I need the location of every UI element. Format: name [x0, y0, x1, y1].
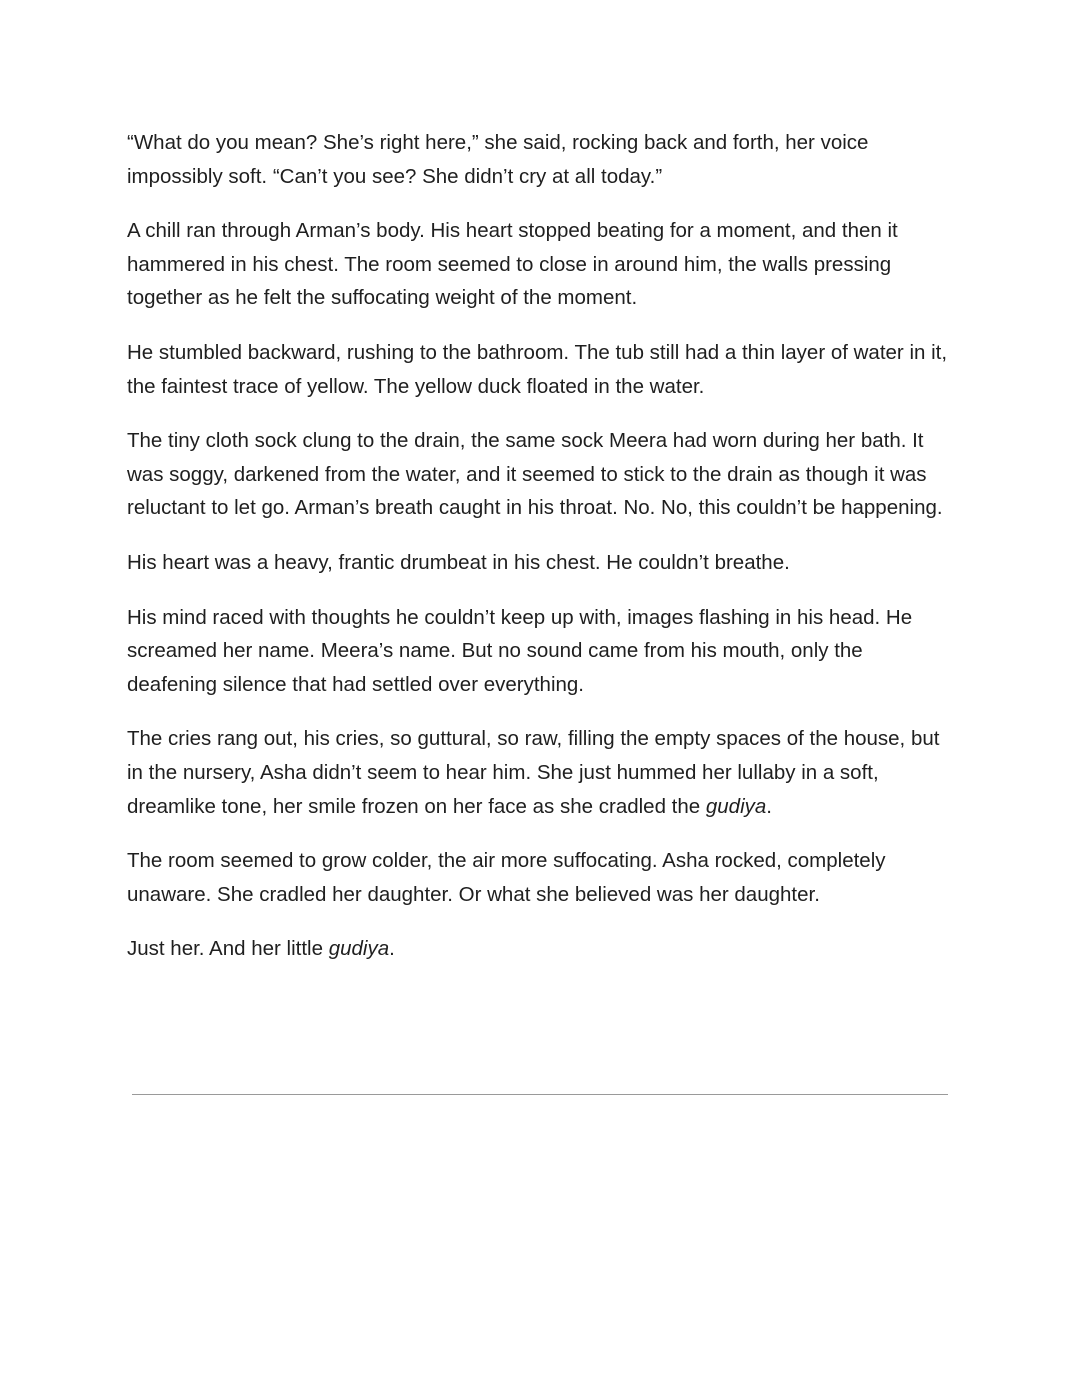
paragraph: Just her. And her little gudiya.: [127, 937, 395, 961]
paragraph: The tiny cloth sock clung to the drain, the same sock Meera had worn during her bath. It was soggy, darkened from the water, and it seemed to stick to the drain as though it was reluctant to let go. Arman’s breath caught in his throat. No. No, this couldn’t be happening.: [127, 429, 943, 520]
italic-word: gudiya: [705, 794, 767, 818]
paragraph: “What do you mean? She’s right here,” she said, rocking back and forth, her voice impossibly soft. “Can’t you see? She didn’t cry at all today.”: [127, 131, 869, 188]
paragraph: His mind raced with thoughts he couldn’t keep up with, images flashing in his head. He screamed her name. Meera’s name. But no sound came from his mouth, only the deafening silence that had settled over everything.: [127, 605, 913, 696]
section-divider: [132, 1094, 948, 1095]
paragraph: He stumbled backward, rushing to the bathroom. The tub still had a thin layer of water in it, the faintest trace of yellow. The yellow duck floated in the water.: [127, 340, 948, 398]
paragraph: The room seemed to grow colder, the air more suffocating. Asha rocked, completely unaware. She cradled her daughter. Or what she believed was her daughter.: [127, 849, 886, 906]
paragraph: The cries rang out, his cries, so guttural, so raw, filling the empty spaces of the house, but in the nursery, Asha didn’t seem to hear him. She just hummed her lullaby in a soft, dreamlike tone, her smile frozen on her face as she cradled the gudiya.: [127, 727, 940, 818]
document-body: [127, 126, 952, 987]
italic-word: gudiya: [328, 937, 390, 961]
paragraph: His heart was a heavy, frantic drumbeat in his chest. He couldn’t breathe.: [127, 550, 790, 574]
paragraph: A chill ran through Arman’s body. His heart stopped beating for a moment, and then it hammered in his chest. The room seemed to close in around him, the walls pressing together as he felt the suffocating weight of the moment.: [127, 219, 898, 310]
